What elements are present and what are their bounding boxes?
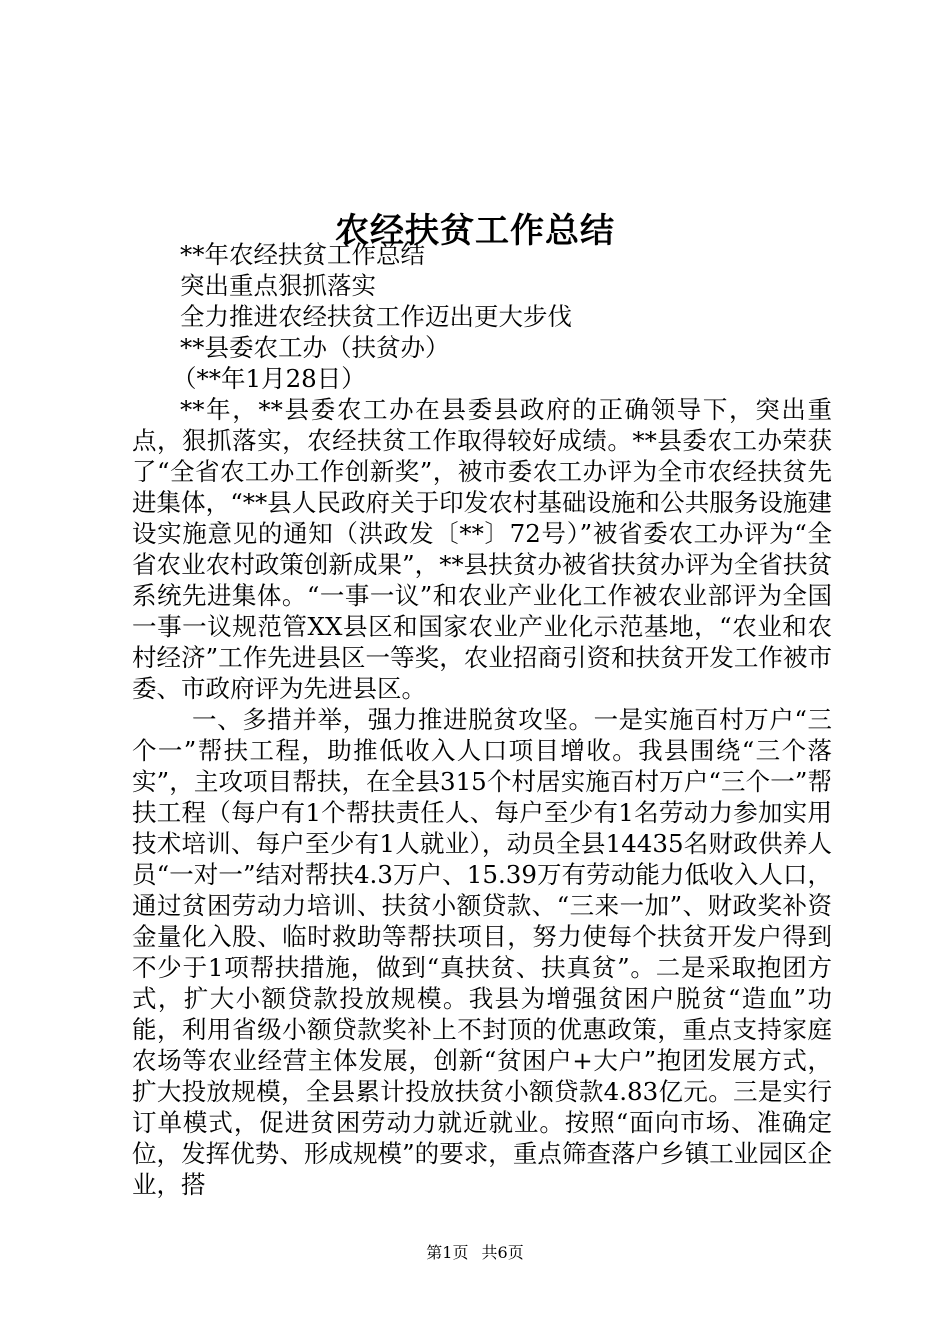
document-body <box>132 239 832 1200</box>
header-line: 全力推进农经扶贫工作迈出更大步伐 <box>180 302 572 331</box>
header-line: **年农经扶贫工作总结 <box>180 240 425 269</box>
header-line: 突出重点狠抓落实 <box>180 271 376 300</box>
page-footer <box>0 1242 950 1264</box>
header-line: **县委农工办（扶贫办） <box>180 333 450 362</box>
date-line: （**年1月28日） <box>172 364 366 393</box>
total-pages: 共6页 <box>481 1243 524 1262</box>
body-paragraph: **年，**县委农工办在县委县政府的正确领导下，突出重点，狠抓落实，农经扶贫工作取得较好成绩。**县委农工办荣获了“全省农工办工作创新奖”，被市委农工办评为全市农经扶贫先进集体，“**县人民政府关于印发农村基础设施和公共服务设施建设实施意见的通知（洪政发〔**〕72号）”被省委农工办评为“全省农业农村政策创新成果”，**县扶贫办被省扶贫办评为全省扶贫系统先进集体。“一事一议”和农业产业化工作被农业部评为全国一事一议规范管XX县区和国家农业产业化示范基地，“农业和农村经济”工作先进县区一等奖，农业招商引资和扶贫开发工作被市委、市政府评为先进县区。 <box>132 395 832 703</box>
page-number: 第1页 <box>426 1243 469 1262</box>
body-paragraph: 一、多措并举，强力推进脱贫攻坚。一是实施百村万户“三个一”帮扶工程，助推低收入人口项目增收。我县围绕“三个落实”，主攻项目帮扶，在全县315个村居实施百村万户“三个一”帮扶工程（每户有1个帮扶责任人、每户至少有1名劳动力参加实用技术培训、每户至少有1人就业），动员全县14435名财政供养人员“一对一”结对帮扶4.3万户、15.39万有劳动能力低收入人口，通过贫困劳动力培训、扶贫小额贷款、“三来一加”、财政奖补资金量化入股、临时救助等帮扶项目，努力使每个扶贫开发户得到不少于1项帮扶措施，做到“真扶贫、扶真贫”。二是采取抱团方式，扩大小额贷款投放规模。我县为增强贫困户脱贫“造血”功能，利用省级小额贷款奖补上不封顶的优惠政策，重点支持家庭农场等农业经营主体发展，创新“贫困户+大户”抱团发展方式，扩大投放规模，全县累计投放扶贫小额贷款4.83亿元。三是实行订单模式，促进贫困劳动力就近就业。按照“面向市场、准确定位，发挥优势、形成规模”的要求，重点筛查落户乡镇工业园区企业，搭 <box>132 705 832 1199</box>
document-title: 农经扶贫工作总结 <box>335 210 615 251</box>
